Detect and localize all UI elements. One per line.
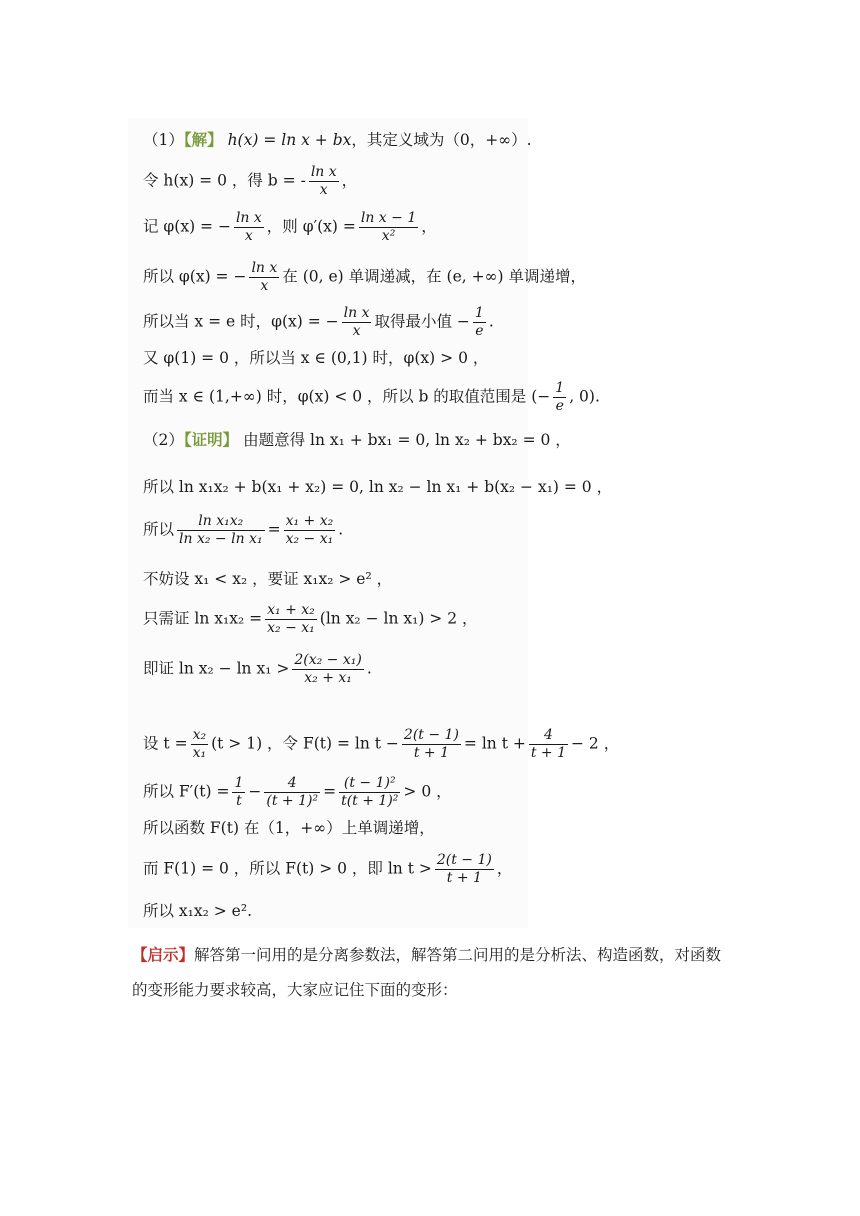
fraction (177, 513, 265, 548)
solution-line-1 (143, 130, 532, 150)
line12-post: (ln x₂ − ln x₁) > 2 ， (319, 609, 478, 628)
frac-den: (t + 1)² (266, 793, 319, 809)
frac-den: e (473, 322, 486, 340)
line5-mid: 取得最小值 − (374, 312, 470, 331)
frac-num: 1 (474, 305, 484, 321)
solution-line-7 (143, 380, 600, 415)
line10-text: 所以 (143, 520, 175, 539)
fraction (529, 727, 568, 762)
fraction (473, 305, 486, 340)
frac-den: t + 1 (402, 744, 461, 762)
fraction (339, 775, 400, 810)
solution-line-11: 不妨设 x₁ < x₂ ，要证 x₁x₂ > e² ， (143, 570, 393, 588)
frac-num: x₂ (192, 727, 207, 743)
line5-text: 所以当 x = e 时，φ(x) = − (143, 312, 339, 331)
insight-tag: 【启示】 (132, 946, 195, 964)
line13-post: . (366, 659, 372, 678)
solution-line-15 (143, 775, 452, 810)
line15-text: 所以 F′(t) = (143, 782, 230, 801)
fraction (309, 164, 339, 199)
line17-post: ， (496, 859, 513, 878)
frac-num: ln x₁x₂ (198, 513, 244, 529)
frac-num: 1 (234, 775, 244, 791)
fraction (402, 727, 461, 762)
line12-text: 只需证 ln x₁x₂ = (143, 609, 263, 628)
line13-text: 即证 ln x₂ − ln x₁ > (143, 659, 290, 678)
line7-post: , 0). (569, 387, 600, 406)
fraction (232, 775, 245, 810)
line14-mid2: = ln t + (463, 734, 526, 753)
solution-line-17 (143, 852, 512, 887)
insight-text-1: 解答第一问用的是分离参数法，解答第二问用的是分析法、构造函数，对函数 (194, 946, 722, 964)
frac-den: x₂ − x₁ (267, 620, 315, 636)
fraction (234, 210, 264, 245)
solution-line-14 (143, 727, 619, 762)
solution-line-12 (143, 602, 478, 637)
frac-num: 4 (287, 775, 297, 791)
fraction (342, 305, 372, 340)
part2-number: （2） (143, 431, 184, 449)
fraction (553, 380, 566, 415)
frac-num: 2(x₂ − x₁) (294, 652, 362, 668)
solution-line-18: 所以 x₁x₂ > e². (143, 902, 252, 920)
line10-eq: = (267, 520, 281, 539)
fraction (265, 602, 317, 637)
frac-den: x₂ − x₁ (285, 531, 334, 547)
frac-num: ln x − 1 (360, 210, 417, 226)
frac-num: x₁ + x₂ (285, 513, 334, 529)
solution-line-3 (143, 210, 437, 245)
solution-line-4 (143, 260, 586, 295)
line10-post: . (338, 520, 344, 539)
line4-text: 所以 φ(x) = − (143, 267, 247, 286)
solution-line-6: 又 φ(1) = 0 ，所以当 x ∈ (0,1) 时，φ(x) > 0 ， (143, 349, 489, 367)
fraction (264, 775, 320, 810)
line15-mid: − (248, 782, 262, 801)
frac-num: (t − 1)² (343, 775, 396, 791)
line3-mid: ，则 φ′(x) = (266, 217, 356, 236)
frac-den: x₁ (192, 745, 207, 761)
solution-line-10 (143, 513, 343, 548)
frac-den: x₂ + x₁ (292, 669, 363, 687)
frac-den: x (234, 227, 264, 245)
frac-den: t + 1 (435, 869, 494, 887)
frac-den: x² (359, 227, 418, 245)
line7-text: 而当 x ∈ (1,+∞) 时，φ(x) < 0 ，所以 b 的取值范围是 (− (143, 387, 551, 406)
h-definition: h(x) = ln x + bx (227, 131, 352, 149)
part1-number: （1） (143, 131, 184, 149)
line3-text: 记 φ(x) = − (143, 217, 231, 236)
line15-mid2: = (323, 782, 337, 801)
frac-den: x (249, 277, 279, 295)
frac-num: x₁ + x₂ (267, 602, 315, 618)
line14-text: 设 t = (143, 734, 188, 753)
fraction (284, 513, 336, 548)
frac-num: 2(t − 1) (403, 727, 459, 743)
fraction (249, 260, 279, 295)
solution-line-16: 所以函数 F(t) 在（1，+∞）上单调递增， (143, 819, 435, 837)
part1-tag: 【解】 (183, 130, 223, 149)
frac-den: t + 1 (530, 745, 567, 761)
line8-text: 由题意得 ln x₁ + bx₁ = 0, ln x₂ + bx₂ = 0 ， (243, 431, 571, 449)
insight-line-1 (132, 945, 721, 965)
frac-num: ln x (343, 305, 370, 321)
line4-post: 在 (0, e) 单调递减，在 (e, +∞) 单调递增， (282, 267, 587, 286)
frac-den: x (342, 322, 372, 340)
solution-line-13 (143, 652, 372, 687)
frac-num: 4 (543, 727, 553, 743)
frac-den: t(t + 1)² (341, 793, 399, 809)
frac-num: 2(t − 1) (436, 852, 492, 868)
domain-text: ，其定义域为（0，+∞）. (351, 131, 532, 149)
fraction (292, 652, 363, 687)
solution-line-8 (143, 430, 571, 450)
frac-den: x (309, 181, 339, 199)
line5-post: . (488, 312, 494, 331)
line15-post: > 0 ， (403, 782, 452, 801)
line14-mid: (t > 1) ，令 F(t) = ln t − (211, 734, 399, 753)
fraction (191, 727, 209, 762)
frac-num: ln x (235, 210, 262, 226)
solution-line-5 (143, 305, 494, 340)
frac-den: e (553, 397, 566, 415)
frac-num: 1 (555, 380, 565, 396)
fraction (435, 852, 494, 887)
frac-num: ln x (310, 164, 337, 180)
fraction (359, 210, 418, 245)
line2-post: ， (341, 171, 358, 190)
line17-text: 而 F(1) = 0 ，所以 F(t) > 0 ，即 ln t > (143, 859, 432, 878)
line3-post: ， (421, 217, 437, 236)
frac-den: t (232, 792, 245, 810)
line14-post: − 2 ， (571, 734, 620, 753)
solution-line-9: 所以 ln x₁x₂ + b(x₁ + x₂) = 0, ln x₂ − ln x₁ + b(x₂ − x₁) = 0 ， (143, 478, 613, 496)
line2-text: 令 h(x) = 0 ，得 b = - (143, 171, 306, 190)
frac-den: ln x₂ − ln x₁ (179, 531, 263, 547)
part2-tag: 【证明】 (183, 430, 239, 449)
frac-num: ln x (251, 260, 278, 276)
solution-line-2 (143, 164, 357, 199)
insight-line-2: 的变形能力要求较高，大家应记住下面的变形： (132, 981, 458, 999)
